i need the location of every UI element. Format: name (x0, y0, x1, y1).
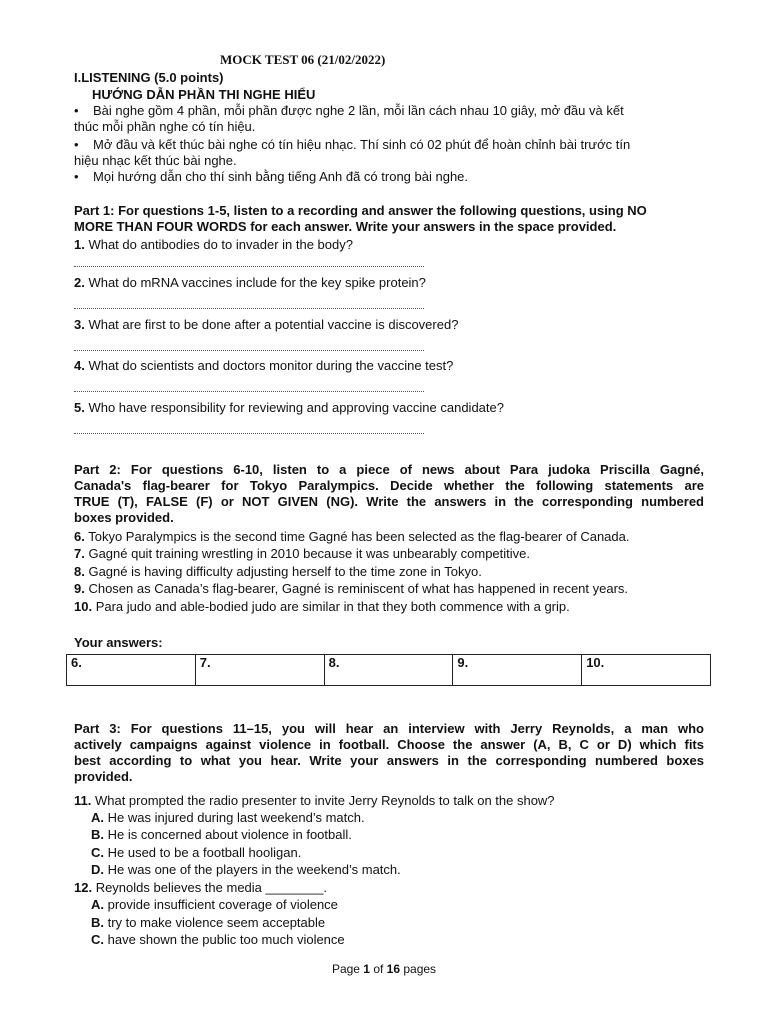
footer-page-word: Page (331, 962, 364, 976)
question-number: 5. (74, 400, 85, 415)
statement-6 (74, 529, 629, 545)
your-answers-label: Your answers: (74, 635, 163, 650)
option-letter: C. (91, 932, 104, 947)
option-text: provide insufficient coverage of violence (104, 897, 338, 912)
guide-bullet-2-line-1: Mở đầu và kết thúc bài nghe có tín hiệu nhạc. Thí sinh có 02 phút để hoàn chỉnh bài trước tín (93, 137, 631, 152)
q12-option-a[interactable] (91, 897, 338, 913)
part3-instructions (74, 721, 704, 785)
question-number: 4. (74, 358, 85, 373)
question-text: What do scientists and doctors monitor during the vaccine test? (84, 358, 454, 373)
page-title: MOCK TEST 06 (21/02/2022) (220, 52, 386, 67)
statement-text: Gagné is having difficulty adjusting herself to the time zone in Tokyo. (84, 564, 482, 579)
statement-10 (74, 599, 570, 615)
answer-boxes-table (66, 654, 711, 686)
guide-bullet-2 (74, 137, 630, 169)
option-text: He was injured during last weekend’s match. (104, 810, 365, 825)
option-letter: A. (91, 897, 104, 912)
option-text: have shown the public too much violence (104, 932, 345, 947)
q11-option-c[interactable] (91, 845, 301, 861)
question-number: 2. (74, 275, 85, 290)
bullet-dot-icon: • (74, 103, 79, 118)
statement-number: 9. (74, 581, 85, 596)
question-4 (74, 358, 453, 374)
question-11 (74, 793, 555, 809)
guide-bullet-2-line-2: hiệu nhạc kết thúc bài nghe. (74, 153, 237, 168)
part1-instructions (74, 203, 647, 235)
answer-line-5[interactable] (74, 433, 424, 434)
part3-instr-line-3: best according to what you hear. Write your answers in the corresponding numbered boxes (74, 753, 704, 768)
answer-line-2[interactable] (74, 308, 424, 309)
part3-instr-line-4: provided. (74, 769, 133, 784)
part2-instr-line-3: TRUE (T), FALSE (F) or NOT GIVEN (NG). Write the answers in the corresponding numbered (74, 494, 704, 509)
question-3 (74, 317, 458, 333)
footer-total-pages: 16 (386, 962, 401, 976)
footer-pages-word: pages (400, 962, 437, 976)
question-text: Reynolds believes the media ________. (92, 880, 327, 895)
part3-instr-line-2: actively campaigns against violence in football. Choose the answer (A, B, C or D) which fits (74, 737, 704, 752)
guide-bullet-1-line-1: Bài nghe gồm 4 phần, mỗi phần được nghe 2 lần, mỗi lần cách nhau 10 giây, mở đầu và kết (93, 103, 624, 118)
question-text: What prompted the radio presenter to invite Jerry Reynolds to talk on the show? (91, 793, 555, 808)
part2-instr-line-1: Part 2: For questions 6-10, listen to a piece of news about Para judoka Priscilla Gagné, (74, 462, 704, 477)
question-number: 11. (74, 793, 92, 808)
question-text: What are first to be done after a potential vaccine is discovered? (84, 317, 459, 332)
option-letter: B. (91, 915, 104, 930)
statement-number: 7. (74, 546, 85, 561)
part2-instr-line-2: Canada's flag-bearer for Tokyo Paralympics. Decide whether the following statements are (74, 478, 704, 493)
statement-number: 10. (74, 599, 93, 614)
question-2 (74, 275, 426, 291)
question-number: 12. (74, 880, 93, 895)
footer-page-number: 1 (363, 962, 370, 976)
option-text: He used to be a football hooligan. (104, 845, 302, 860)
q12-option-c[interactable] (91, 932, 345, 948)
answer-box-8[interactable]: 8. (324, 655, 453, 686)
answer-line-1[interactable] (74, 266, 424, 267)
statement-number: 8. (74, 564, 85, 579)
q11-option-a[interactable] (91, 810, 365, 826)
q11-option-d[interactable] (91, 862, 401, 878)
option-letter: A. (91, 810, 104, 825)
question-text: Who have responsibility for reviewing and approving vaccine candidate? (84, 400, 504, 415)
question-1 (74, 237, 353, 253)
statement-text: Para judo and able-bodied judo are similar in that they both commence with a grip. (92, 599, 570, 614)
part3-instr-line-1: Part 3: For questions 11–15, you will hear an interview with Jerry Reynolds, a man who (74, 721, 704, 736)
option-text: He is concerned about violence in football. (104, 827, 352, 842)
question-number: 1. (74, 237, 85, 252)
guide-heading: HƯỚNG DẪN PHẦN THI NGHE HIỂU (92, 87, 316, 102)
answer-line-3[interactable] (74, 350, 424, 351)
statement-9 (74, 581, 628, 597)
guide-bullet-1-line-2: thúc mỗi phần nghe có tín hiệu. (74, 119, 256, 134)
question-5 (74, 400, 504, 416)
answer-box-10[interactable]: 10. (582, 655, 711, 686)
statement-7 (74, 546, 530, 562)
question-12 (74, 880, 327, 896)
footer-of-word: of (369, 962, 387, 976)
statement-text: Gagné quit training wrestling in 2010 because it was unbearably competitive. (84, 546, 530, 561)
part2-instr-line-4: boxes provided. (74, 510, 174, 525)
statement-8 (74, 564, 482, 580)
page-footer (0, 962, 768, 976)
guide-bullet-3-text: Mọi hướng dẫn cho thí sinh bằng tiếng Anh đã có trong bài nghe. (93, 169, 469, 184)
option-letter: C. (91, 845, 104, 860)
answer-box-9[interactable]: 9. (453, 655, 582, 686)
part1-instr-line-2: MORE THAN FOUR WORDS for each answer. Write your answers in the space provided. (74, 219, 617, 234)
option-letter: B. (91, 827, 104, 842)
part1-instr-line-1: Part 1: For questions 1-5, listen to a recording and answer the following questions, using NO (74, 203, 647, 218)
statement-number: 6. (74, 529, 85, 544)
guide-bullet-3 (74, 169, 468, 185)
question-text: What do antibodies do to invader in the body? (84, 237, 353, 252)
answer-line-4[interactable] (74, 391, 424, 392)
q12-option-b[interactable] (91, 915, 325, 931)
option-text: He was one of the players in the weekend’s match. (104, 862, 401, 877)
answer-box-6[interactable]: 6. (67, 655, 196, 686)
option-text: try to make violence seem acceptable (104, 915, 326, 930)
section-heading: I.LISTENING (5.0 points) (74, 70, 224, 85)
question-text: What do mRNA vaccines include for the key spike protein? (84, 275, 426, 290)
statement-text: Tokyo Paralympics is the second time Gagné has been selected as the flag-bearer of Canada. (84, 529, 630, 544)
statement-text: Chosen as Canada’s flag-bearer, Gagné is reminiscent of what has happened in recent years. (84, 581, 629, 596)
answer-box-7[interactable]: 7. (195, 655, 324, 686)
q11-option-b[interactable] (91, 827, 352, 843)
question-number: 3. (74, 317, 85, 332)
part2-instructions (74, 462, 704, 526)
option-letter: D. (91, 862, 104, 877)
bullet-dot-icon: • (74, 137, 79, 152)
bullet-dot-icon: • (74, 169, 79, 184)
guide-bullet-1 (74, 103, 624, 135)
